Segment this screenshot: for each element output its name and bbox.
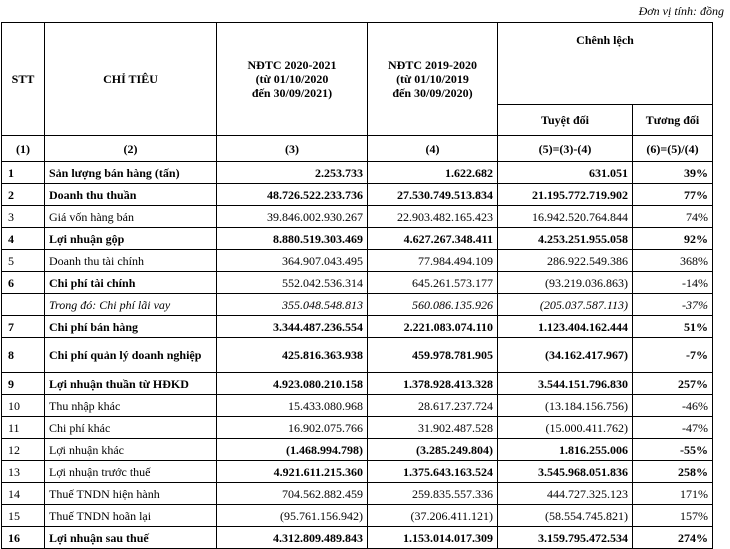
table-row	[2, 527, 713, 549]
row-stt: 1	[2, 162, 45, 184]
row-diff-absolute: (13.184.156.756)	[498, 395, 633, 417]
row-value-2020-2021: 8.880.519.303.469	[217, 228, 368, 250]
row-diff-relative: 258%	[633, 461, 713, 483]
row-value-2019-2020: 28.617.237.724	[368, 395, 498, 417]
row-stt: 11	[2, 417, 45, 439]
table-row	[2, 250, 713, 272]
row-diff-relative: -7%	[633, 338, 713, 373]
row-diff-relative: 92%	[633, 228, 713, 250]
table-row	[2, 395, 713, 417]
header-tuong-doi: Tương đối	[633, 105, 713, 136]
table-row	[2, 505, 713, 527]
table-row	[2, 162, 713, 184]
row-label: Lợi nhuận thuần từ HĐKD	[45, 373, 217, 395]
row-diff-relative: 74%	[633, 206, 713, 228]
table-row	[2, 373, 713, 395]
row-value-2020-2021: 4.921.611.215.360	[217, 461, 368, 483]
row-diff-absolute: 3.544.151.796.830	[498, 373, 633, 395]
table-row	[2, 338, 713, 373]
index-cell: (4)	[368, 136, 498, 162]
row-label: Lợi nhuận trước thuế	[45, 461, 217, 483]
unit-note: Đơn vị tính: đồng	[638, 4, 724, 18]
row-diff-relative: -55%	[633, 439, 713, 461]
row-value-2020-2021: 15.433.080.968	[217, 395, 368, 417]
table-row	[2, 228, 713, 250]
row-stt: 5	[2, 250, 45, 272]
row-label: Chi phí khác	[45, 417, 217, 439]
row-diff-absolute: 21.195.772.719.902	[498, 184, 633, 206]
row-value-2020-2021: 3.344.487.236.554	[217, 316, 368, 338]
row-diff-absolute: 3.545.968.051.836	[498, 461, 633, 483]
financial-table	[1, 22, 713, 549]
row-stt: 7	[2, 316, 45, 338]
row-value-2019-2020: 1.622.682	[368, 162, 498, 184]
row-value-2020-2021: 364.907.043.495	[217, 250, 368, 272]
row-value-2020-2021: 39.846.002.930.267	[217, 206, 368, 228]
index-cell: (6)=(5)/(4)	[633, 136, 713, 162]
table-row	[2, 461, 713, 483]
row-label: Thuế TNDN hoãn lại	[45, 505, 217, 527]
row-label: Giá vốn hàng bán	[45, 206, 217, 228]
table-row	[2, 272, 713, 294]
row-diff-relative: 39%	[633, 162, 713, 184]
row-diff-absolute: 16.942.520.764.844	[498, 206, 633, 228]
header-col1-line1: NĐTC 2020-2021	[247, 58, 337, 72]
row-label: Doanh thu thuần	[45, 184, 217, 206]
row-label: Lợi nhuận gộp	[45, 228, 217, 250]
row-stt: 10	[2, 395, 45, 417]
row-label: Chi phí tài chính	[45, 272, 217, 294]
row-value-2019-2020: 2.221.083.074.110	[368, 316, 498, 338]
row-diff-absolute: 1.123.404.162.444	[498, 316, 633, 338]
header-chenh-lech: Chênh lệch	[498, 23, 713, 105]
row-value-2020-2021: 16.902.075.766	[217, 417, 368, 439]
row-value-2020-2021: 48.726.522.233.736	[217, 184, 368, 206]
row-value-2019-2020: 22.903.482.165.423	[368, 206, 498, 228]
row-value-2019-2020: 459.978.781.905	[368, 338, 498, 373]
row-value-2020-2021: (1.468.994.798)	[217, 439, 368, 461]
table-row	[2, 316, 713, 338]
row-label: Chi phí bán hàng	[45, 316, 217, 338]
row-diff-absolute: (205.037.587.113)	[498, 294, 633, 316]
row-value-2019-2020: 31.902.487.528	[368, 417, 498, 439]
row-label: Lợi nhuận khác	[45, 439, 217, 461]
row-label: Thu nhập khác	[45, 395, 217, 417]
row-diff-relative: -37%	[633, 294, 713, 316]
row-value-2020-2021: 425.816.363.938	[217, 338, 368, 373]
row-diff-relative: 257%	[633, 373, 713, 395]
row-label: Lợi nhuận sau thuế	[45, 527, 217, 549]
row-value-2020-2021: 355.048.548.813	[217, 294, 368, 316]
row-value-2019-2020: 560.086.135.926	[368, 294, 498, 316]
row-value-2020-2021: 2.253.733	[217, 162, 368, 184]
row-label: Trong đó: Chi phí lãi vay	[45, 294, 217, 316]
row-stt: 15	[2, 505, 45, 527]
row-stt: 6	[2, 272, 45, 294]
row-stt: 9	[2, 373, 45, 395]
row-stt: 4	[2, 228, 45, 250]
row-diff-absolute: 286.922.549.386	[498, 250, 633, 272]
row-diff-absolute: 631.051	[498, 162, 633, 184]
row-diff-relative: 157%	[633, 505, 713, 527]
row-diff-absolute: 444.727.325.123	[498, 483, 633, 505]
table-row	[2, 294, 713, 316]
index-row	[2, 136, 713, 162]
row-stt: 2	[2, 184, 45, 206]
row-value-2019-2020: 1.375.643.163.524	[368, 461, 498, 483]
header-tuyet-doi: Tuyệt đối	[498, 105, 633, 136]
row-stt: 14	[2, 483, 45, 505]
row-label: Doanh thu tài chính	[45, 250, 217, 272]
row-diff-absolute: (15.000.411.762)	[498, 417, 633, 439]
row-value-2019-2020: 1.153.014.017.309	[368, 527, 498, 549]
row-value-2019-2020: 259.835.557.336	[368, 483, 498, 505]
row-value-2020-2021: 552.042.536.314	[217, 272, 368, 294]
row-value-2019-2020: 77.984.494.109	[368, 250, 498, 272]
table-body	[2, 136, 713, 549]
row-diff-absolute: 4.253.251.955.058	[498, 228, 633, 250]
header-col1-line2: (từ 01/10/2020	[255, 72, 329, 86]
table-row	[2, 417, 713, 439]
row-diff-relative: -14%	[633, 272, 713, 294]
table-row	[2, 439, 713, 461]
header-chi-tieu: CHỈ TIÊU	[45, 23, 217, 136]
row-value-2019-2020: 1.378.928.413.328	[368, 373, 498, 395]
index-cell: (5)=(3)-(4)	[498, 136, 633, 162]
row-label: Thuế TNDN hiện hành	[45, 483, 217, 505]
row-label: Chi phí quản lý doanh nghiệp	[45, 338, 217, 373]
row-stt	[2, 294, 45, 316]
row-value-2020-2021: 704.562.882.459	[217, 483, 368, 505]
header-stt: STT	[2, 23, 45, 136]
row-diff-relative: 77%	[633, 184, 713, 206]
row-stt: 3	[2, 206, 45, 228]
header-col2-line1: NĐTC 2019-2020	[388, 58, 477, 72]
table-row	[2, 206, 713, 228]
row-stt: 8	[2, 338, 45, 373]
header-period-2019-2020	[368, 23, 498, 136]
row-diff-absolute: (93.219.036.863)	[498, 272, 633, 294]
row-value-2019-2020: 27.530.749.513.834	[368, 184, 498, 206]
row-value-2019-2020: (37.206.411.121)	[368, 505, 498, 527]
index-cell: (2)	[45, 136, 217, 162]
table-row	[2, 184, 713, 206]
header-period-2020-2021	[217, 23, 368, 136]
row-diff-relative: -47%	[633, 417, 713, 439]
row-value-2020-2021: (95.761.156.942)	[217, 505, 368, 527]
row-label: Sản lượng bán hàng (tấn)	[45, 162, 217, 184]
index-cell: (1)	[2, 136, 45, 162]
row-stt: 12	[2, 439, 45, 461]
row-diff-absolute: 1.816.255.006	[498, 439, 633, 461]
row-value-2020-2021: 4.312.809.489.843	[217, 527, 368, 549]
header-col2-line2: (từ 01/10/2019	[396, 72, 469, 86]
row-value-2019-2020: 645.261.573.177	[368, 272, 498, 294]
row-diff-relative: -46%	[633, 395, 713, 417]
index-cell: (3)	[217, 136, 368, 162]
row-diff-relative: 51%	[633, 316, 713, 338]
row-diff-absolute: 3.159.795.472.534	[498, 527, 633, 549]
row-diff-relative: 274%	[633, 527, 713, 549]
row-diff-relative: 171%	[633, 483, 713, 505]
row-value-2020-2021: 4.923.080.210.158	[217, 373, 368, 395]
row-diff-relative: 368%	[633, 250, 713, 272]
row-diff-absolute: (58.554.745.821)	[498, 505, 633, 527]
row-stt: 16	[2, 527, 45, 549]
row-value-2019-2020: (3.285.249.804)	[368, 439, 498, 461]
row-diff-absolute: (34.162.417.967)	[498, 338, 633, 373]
header-col2-line3: đến 30/09/2020)	[392, 86, 473, 100]
header-col1-line3: đến 30/09/2021)	[251, 86, 333, 100]
table-row	[2, 483, 713, 505]
row-value-2019-2020: 4.627.267.348.411	[368, 228, 498, 250]
row-stt: 13	[2, 461, 45, 483]
